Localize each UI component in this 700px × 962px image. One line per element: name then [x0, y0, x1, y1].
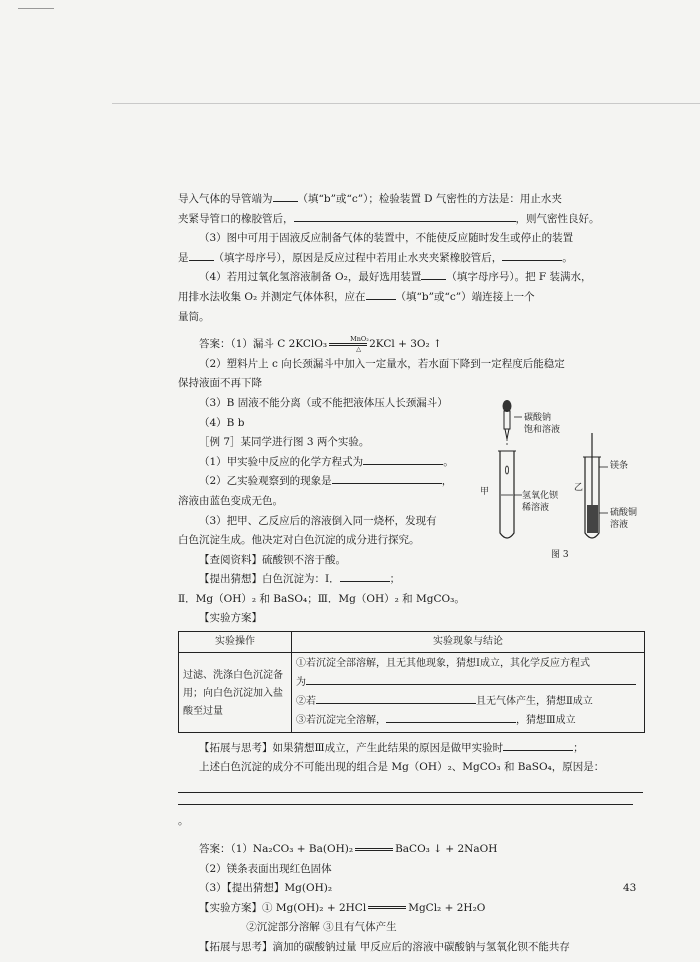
answer-1 [178, 335, 643, 355]
example-q3-cont [178, 531, 496, 551]
text: （填“b”或“c”）；检验装置 D 气密性的方法是：用止水夹 [297, 193, 562, 205]
text: ； [573, 741, 584, 754]
text: （3）图中可用于固液反应制备气体的装置中，不能使反应随时发生或停止的装置 [199, 232, 574, 245]
text: ； [389, 573, 401, 586]
text: 是 [178, 251, 189, 264]
answer-line [178, 778, 643, 793]
extension-1 [178, 739, 643, 759]
page-body [178, 190, 643, 958]
text: （3）把甲、乙反应后的溶液倒入同一烧杯，发现有 [199, 514, 437, 527]
example-info [178, 551, 496, 571]
text: 酸至过量 [183, 705, 223, 717]
example-q2-cont [178, 492, 496, 512]
example-q2 [178, 472, 496, 492]
label-yi: 乙 [574, 483, 584, 493]
text: 量筒。 [178, 310, 210, 323]
label-dilute-solution: 稀溶液 [522, 503, 550, 513]
blank [306, 673, 636, 685]
label-saturated-solution: 饱和溶液 [524, 425, 561, 435]
text: ， [441, 475, 453, 488]
blank [189, 249, 214, 261]
question-line-1 [178, 190, 643, 210]
answer2-4 [178, 899, 643, 919]
text: 保持液面不再下降 [178, 377, 262, 390]
test-tube-b-icon [583, 433, 608, 538]
text: ③若沉淀完全溶解， [296, 714, 386, 726]
text: （2）乙实验观察到的现象是 [199, 475, 332, 488]
answer2-5 [178, 918, 643, 938]
question-4-end [178, 308, 643, 328]
text: 【提出猜想】白色沉淀为：Ⅰ． [199, 573, 340, 586]
figure-caption: 图 3 [551, 550, 569, 560]
table-header-op: 实验操作 [179, 632, 292, 653]
text: 用排水法收集 O₂ 并测定气体体积，应在 [178, 290, 366, 303]
label-jia: 甲 [480, 487, 490, 497]
text: 溶液由蓝色变成无色。 [178, 494, 283, 507]
example-plan [178, 609, 496, 629]
blank [363, 453, 443, 465]
blank [294, 210, 516, 222]
text: BaCO₃ ↓ + 2NaOH [395, 843, 498, 856]
text: 上述白色沉淀的成分不可能出现的组合是 Mg（OH）₂、MgCO₃ 和 BaSO₄，原因是： [199, 761, 605, 774]
answer2-6 [178, 938, 643, 958]
label-solution: 溶液 [610, 520, 629, 530]
extension-2 [178, 758, 643, 778]
table-cell-op [179, 652, 292, 732]
text: （4）B b [199, 416, 245, 429]
text: ，猜想Ⅲ成立 [516, 714, 576, 726]
reaction-arrow [329, 336, 367, 353]
text: ②若 [296, 695, 316, 707]
test-tube-a-icon [498, 451, 516, 538]
text: 【拓展与思考】如果猜想Ⅲ成立，产生此结果的原因是做甲实验时 [199, 741, 504, 754]
text: 【查阅资料】硫酸钡不溶于酸。 [199, 553, 346, 566]
text: 【拓展与思考】滴加的碳酸钠过量 甲反应后的溶液中碳酸钠与氢氧化钡不能共存 [199, 941, 570, 953]
catalyst-label: MnO₂ [350, 334, 369, 343]
example-7 [178, 433, 496, 629]
answer2-1 [178, 840, 643, 860]
text: 。 [178, 815, 189, 828]
question-4-cont [178, 288, 643, 308]
example-title [178, 433, 496, 453]
apparatus-diagram [476, 395, 646, 570]
example-guess [178, 570, 496, 590]
text: （3）B 固液不能分离（或不能把液体压人长颈漏斗） [199, 396, 448, 409]
text: （3）【提出猜想】Mg(OH)₂ [199, 882, 333, 895]
text: （填字母序号）。把 F 装满水， [446, 271, 592, 284]
text: 且无气体产生，猜想Ⅱ成立 [476, 695, 593, 707]
equals-sign [355, 848, 393, 851]
text: 用；向白色沉淀加入盐 [183, 687, 283, 699]
blank [421, 268, 446, 280]
text: ①若沉淀全部溶解，且无其他现象，猜想Ⅰ成立，其化学反应方程式 [296, 657, 590, 669]
table-cell-result [292, 652, 645, 732]
label-copper-sulfate: 硫酸铜 [610, 508, 638, 518]
text: （1）甲实验中反应的化学方程式为 [199, 455, 364, 468]
corner-mark [18, 8, 54, 9]
text: （2）镁条表面出现红色固体 [199, 862, 332, 875]
text: 白色沉淀生成。他决定对白色沉淀的成分进行探究。 [178, 534, 420, 547]
question-3-cont [178, 249, 643, 269]
text: （2）塑料片上 c 向长颈漏斗中加入一定量水，若水面下降到一定程度后能稳定 [199, 357, 565, 370]
answer-2 [178, 355, 643, 375]
blank [386, 711, 516, 723]
text: 2KCl + 3O₂ ↑ [369, 338, 442, 351]
heat-symbol: △ [356, 344, 362, 353]
result-2 [296, 692, 640, 711]
question-3 [178, 229, 643, 249]
text: （填“b”或“c”）端连接上一个 [395, 290, 535, 303]
example-guess-2 [178, 590, 496, 610]
text: 过滤、洗涤白色沉淀备 [183, 669, 283, 681]
example-q3 [178, 512, 496, 532]
table-header-result: 实验现象与结论 [292, 632, 645, 653]
blank [340, 570, 390, 582]
header-rule [112, 103, 700, 104]
text: （4）若用过氧化氢溶液制备 O₂，最好选用装置 [199, 271, 422, 284]
blank [178, 793, 633, 805]
figure-3 [476, 395, 646, 570]
dropper-icon [503, 400, 512, 447]
text: ［例 7］某同学进行图 3 两个实验。 [199, 436, 370, 449]
label-sodium-carbonate: 碳酸钠 [524, 413, 552, 423]
result-1-blank [296, 673, 640, 692]
experiment-table [178, 631, 645, 733]
blank [366, 288, 396, 300]
answer2-2 [178, 860, 643, 880]
text: 导入气体的导管端为 [178, 193, 273, 205]
text: 答案：（1）Na₂CO₃ + Ba(OH)₂ [199, 843, 354, 856]
text: 答案：（1）漏斗 C 2KClO₃ [199, 338, 328, 351]
result-3 [296, 711, 640, 730]
question-line-2 [178, 210, 643, 230]
blank [316, 692, 476, 704]
label-magnesium-strip: 镁条 [610, 461, 629, 471]
answer-2-cont [178, 374, 643, 394]
blank [503, 739, 573, 751]
blank [273, 190, 298, 202]
question-4 [178, 268, 643, 288]
equals-sign [368, 906, 406, 909]
text: 。 [443, 455, 454, 468]
text: MgCl₂ + 2H₂O [408, 901, 486, 914]
page-number: 43 [623, 882, 637, 894]
text: （填字母序号），原因是反应过程中若用止水夹夹紧橡胶管后， [213, 251, 503, 264]
blank [502, 249, 562, 261]
text: 。 [562, 251, 573, 264]
text: 【实验方案】 [199, 612, 262, 625]
blank [332, 472, 442, 484]
text: Ⅱ．Mg（OH）₂ 和 BaSO₄；Ⅲ．Mg（OH）₂ 和 MgCO₃。 [178, 592, 465, 605]
example-q1 [178, 453, 496, 473]
text: 【实验方案】① Mg(OH)₂ + 2HCl [199, 901, 367, 914]
text: ②沉淀部分溶解 ③且有气体产生 [246, 921, 397, 934]
label-barium-hydroxide: 氢氧化钡 [522, 491, 559, 501]
text: 为 [296, 676, 306, 688]
text: 夹紧导管口的橡胶管后， [178, 212, 294, 225]
text: ，则气密性良好。 [515, 212, 600, 225]
extension-3 [178, 793, 643, 832]
answer2-3 [178, 879, 643, 899]
